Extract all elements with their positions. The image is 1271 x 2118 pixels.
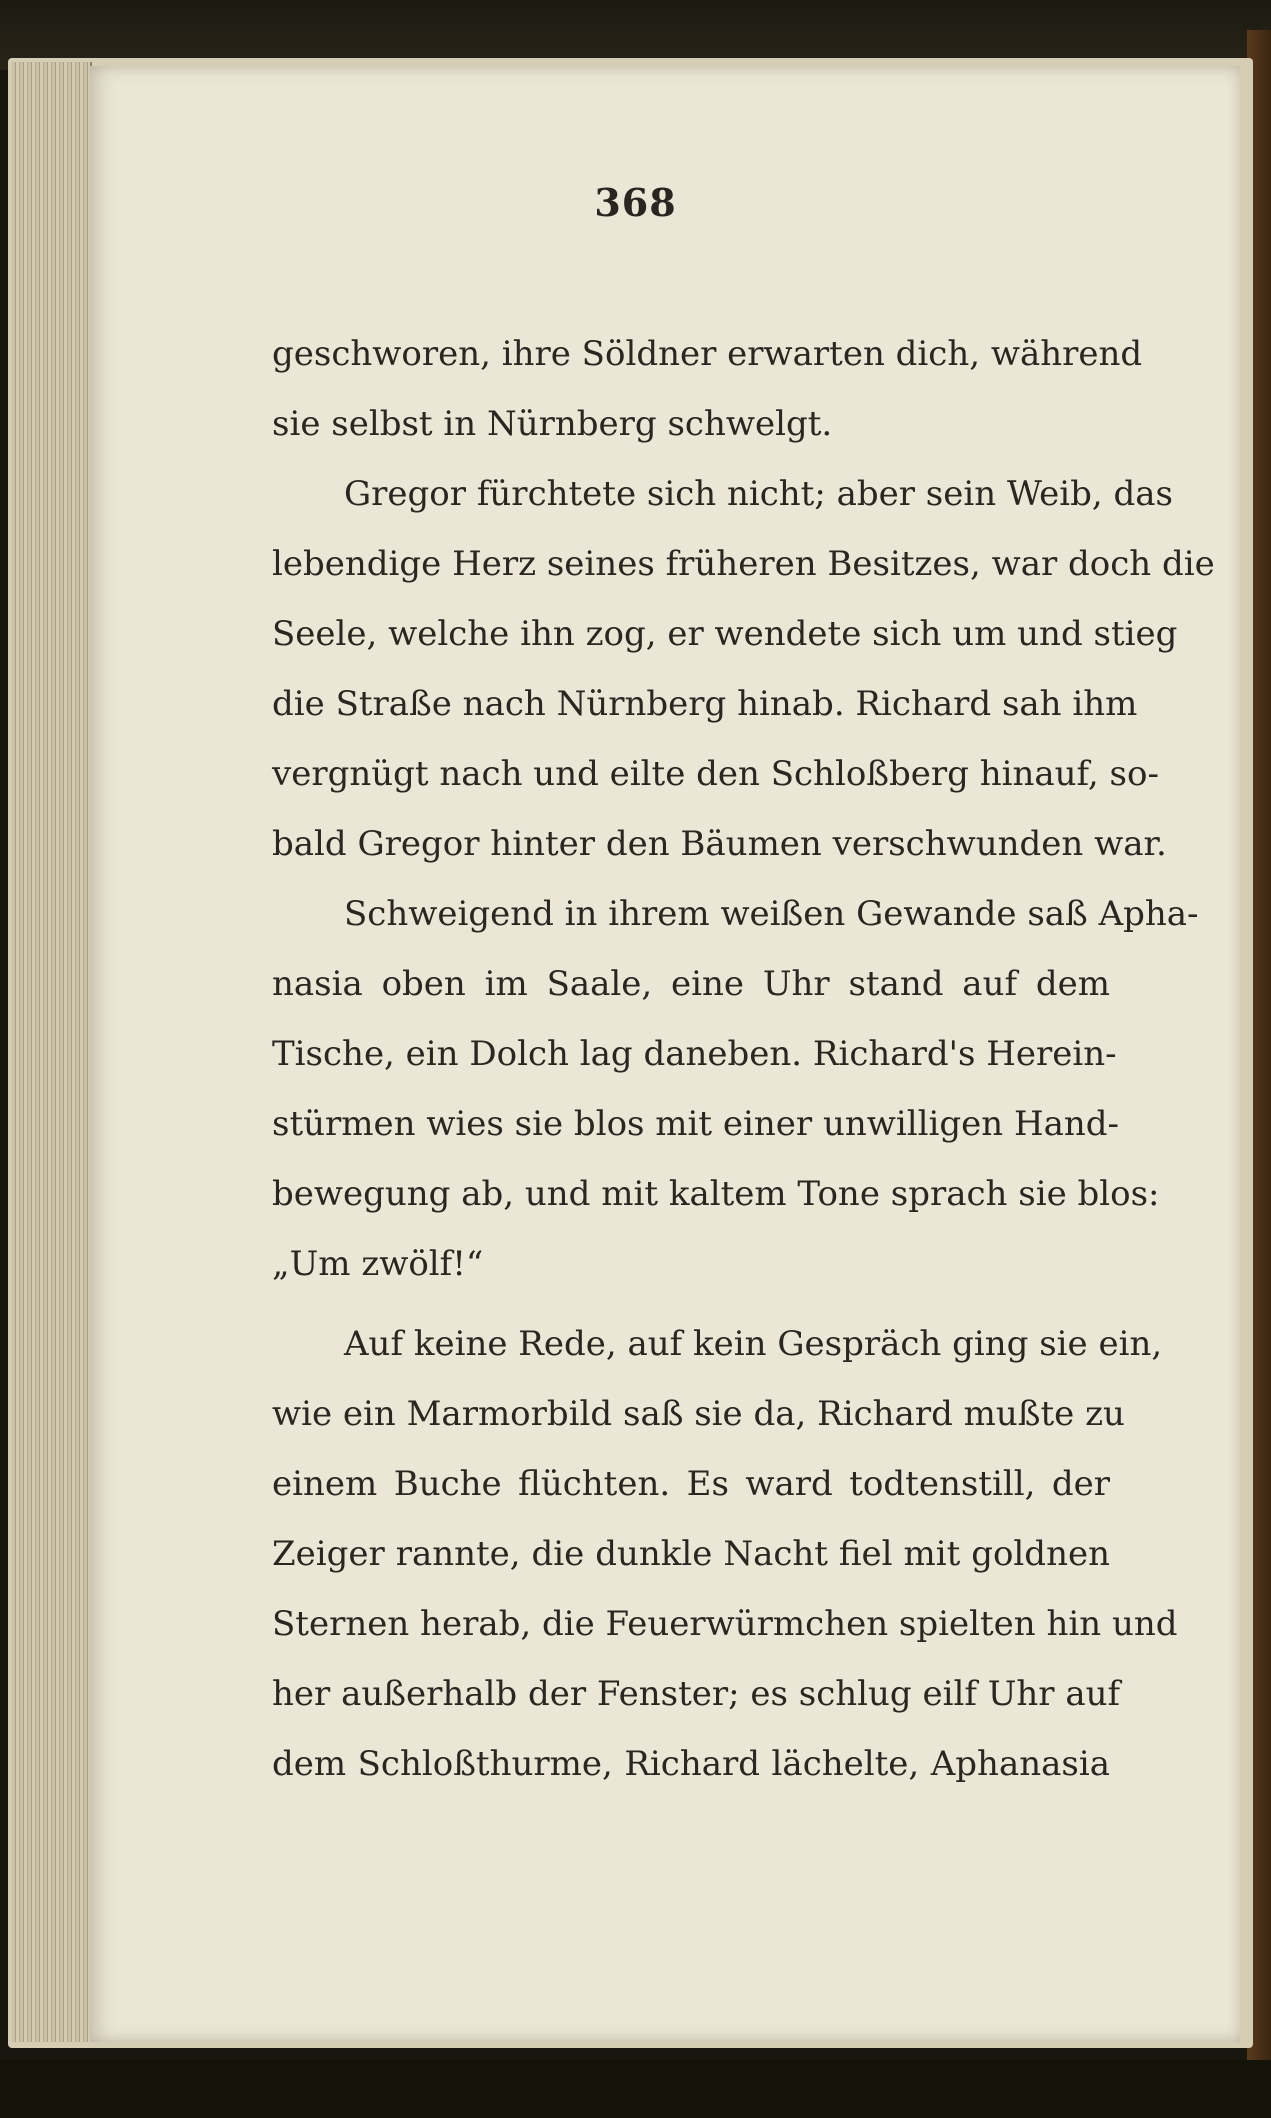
page-number: 368 [594, 180, 677, 225]
text-line: die Straße nach Nürnberg hinab. Richard sah ihm [272, 684, 1138, 724]
text-line: bewegung ab, und mit kaltem Tone sprach sie blos: [272, 1174, 1160, 1214]
text-line: Zeiger rannte, die dunkle Nacht fiel mit goldnen [272, 1534, 1110, 1574]
text-line: Sternen herab, die Feuerwürmchen spielten hin und [272, 1604, 1178, 1644]
book-cover-bottom [0, 2060, 1271, 2118]
text-line: bald Gregor hinter den Bäumen verschwunden war. [272, 824, 1167, 864]
text-line: nasia oben im Saale, eine Uhr stand auf dem [272, 964, 1110, 1004]
text-line: Schweigend in ihrem weißen Gewande saß Apha- [344, 894, 1199, 934]
text-line: sie selbst in Nürnberg schwelgt. [272, 404, 833, 444]
text-line: einem Buche flüchten. Es ward todtenstill, der [272, 1464, 1110, 1504]
text-line: her außerhalb der Fenster; es schlug eilf Uhr auf [272, 1674, 1121, 1714]
page-edges [12, 62, 92, 2042]
text-line: lebendige Herz seines früheren Besitzes, war doch die [272, 544, 1215, 584]
text-line: Gregor fürchtete sich nicht; aber sein Weib, das [344, 474, 1173, 514]
text-line: dem Schloßthurme, Richard lächelte, Aphanasia [272, 1744, 1110, 1784]
text-line: „Um zwölf!“ [272, 1244, 484, 1284]
text-line: vergnügt nach und eilte den Schloßberg hinauf, so- [272, 754, 1159, 794]
text-line: Seele, welche ihn zog, er wendete sich um und stieg [272, 614, 1178, 654]
text-line: Auf keine Rede, auf kein Gespräch ging sie ein, [344, 1324, 1163, 1364]
text-line: wie ein Marmorbild saß sie da, Richard mußte zu [272, 1394, 1125, 1434]
text-line: stürmen wies sie blos mit einer unwilligen Hand- [272, 1104, 1120, 1144]
text-line: Tische, ein Dolch lag daneben. Richard's Herein- [272, 1034, 1117, 1074]
text-line: geschworen, ihre Söldner erwarten dich, während [272, 334, 1143, 374]
